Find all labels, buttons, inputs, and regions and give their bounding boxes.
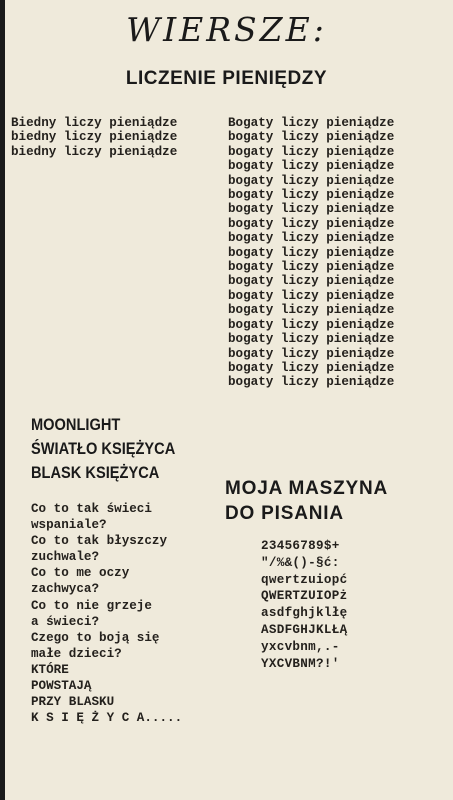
poem-typewriter-body (261, 538, 347, 672)
poem-line: bogaty liczy pieniądze (228, 188, 395, 203)
poem-line: POWSTAJĄ (31, 679, 92, 694)
poem-line: zuchwale? (31, 550, 100, 565)
poem-line: bogaty liczy pieniądze (228, 144, 395, 159)
poem-moonlight-body (31, 501, 182, 726)
poem-line: małe dzieci? (31, 646, 122, 661)
poem-line: biedny liczy pieniądze (11, 130, 178, 145)
poem-line: bogaty liczy pieniądze (228, 303, 395, 318)
poem-line: zachwyca? (31, 582, 100, 597)
poem-line: "/%&()-§ć: (261, 555, 340, 570)
page-title: WIERSZE: (126, 10, 327, 49)
poem-line: bogaty liczy pieniądze (228, 317, 395, 332)
poem-line: 23456789$+ (261, 539, 340, 553)
poem-line: qwertzuiopć (261, 572, 348, 587)
poem-right-column (228, 116, 394, 390)
poem-line: asdfghjklłę (261, 606, 348, 621)
poem-line: Czego to boją się (31, 630, 160, 645)
poem-title-line: MOJA MASZYNA (225, 478, 389, 499)
poem-line: PRZY BLASKU (31, 695, 115, 710)
poem-line: YXCVBNM?!' (261, 656, 340, 671)
poem-line: bogaty liczy pieniądze (228, 375, 395, 390)
poem-line: yxcvbnm,.- (261, 639, 340, 654)
poem-line: bogaty liczy pieniądze (228, 274, 395, 289)
poem-line: bogaty liczy pieniądze (228, 216, 395, 231)
poem-title-moja-maszyna (225, 476, 388, 526)
poem-line: Co to tak błyszczy (31, 534, 168, 549)
poem-line: bogaty liczy pieniądze (228, 360, 395, 375)
poem-line: wspaniale? (31, 518, 107, 533)
poem-line: bogaty liczy pieniądze (228, 346, 395, 361)
poem-moonlight-titles (31, 413, 175, 485)
poem-title-swiatlo-ksiezyca: ŚWIATŁO KSIĘŻYCA (31, 439, 176, 458)
poem-line: bogaty liczy pieniądze (228, 202, 395, 217)
poem-title-liczenie-pieniedzy: LICZENIE PIENIĘDZY (125, 68, 328, 89)
poem-line: ASDFGHJKLŁĄ (261, 622, 348, 637)
poem-line: Co to me oczy (31, 566, 130, 581)
poem-line: Co to tak świeci (31, 502, 152, 516)
poem-title-blask-ksiezyca: BLASK KSIĘŻYCA (31, 463, 160, 482)
poem-line: Biedny liczy pieniądze (11, 116, 178, 130)
poem-line: Co to nie grzeje (31, 598, 152, 613)
poem-line: Bogaty liczy pieniądze (228, 116, 395, 130)
poem-line: bogaty liczy pieniądze (228, 332, 395, 347)
poem-line: K S I Ę Ż Y C A..... (31, 711, 183, 726)
poem-line: bogaty liczy pieniądze (228, 130, 395, 145)
poem-line: bogaty liczy pieniądze (228, 159, 395, 174)
poem-title-moonlight: MOONLIGHT (31, 415, 121, 434)
poem-line: bogaty liczy pieniądze (228, 173, 395, 188)
poem-line: bogaty liczy pieniądze (228, 288, 395, 303)
poem-line: bogaty liczy pieniądze (228, 260, 395, 275)
poem-line: bogaty liczy pieniądze (228, 245, 395, 260)
poem-line: KTÓRE (31, 662, 69, 677)
poem-line: a świeci? (31, 614, 100, 629)
poem-title-line: DO PISANIA (225, 503, 344, 524)
poem-line: bogaty liczy pieniądze (228, 231, 395, 246)
poem-left-column (11, 116, 177, 159)
poem-line: QWERTZUIOPż (261, 589, 348, 604)
left-border-rule (0, 0, 5, 800)
poem-line: biedny liczy pieniądze (11, 144, 178, 159)
